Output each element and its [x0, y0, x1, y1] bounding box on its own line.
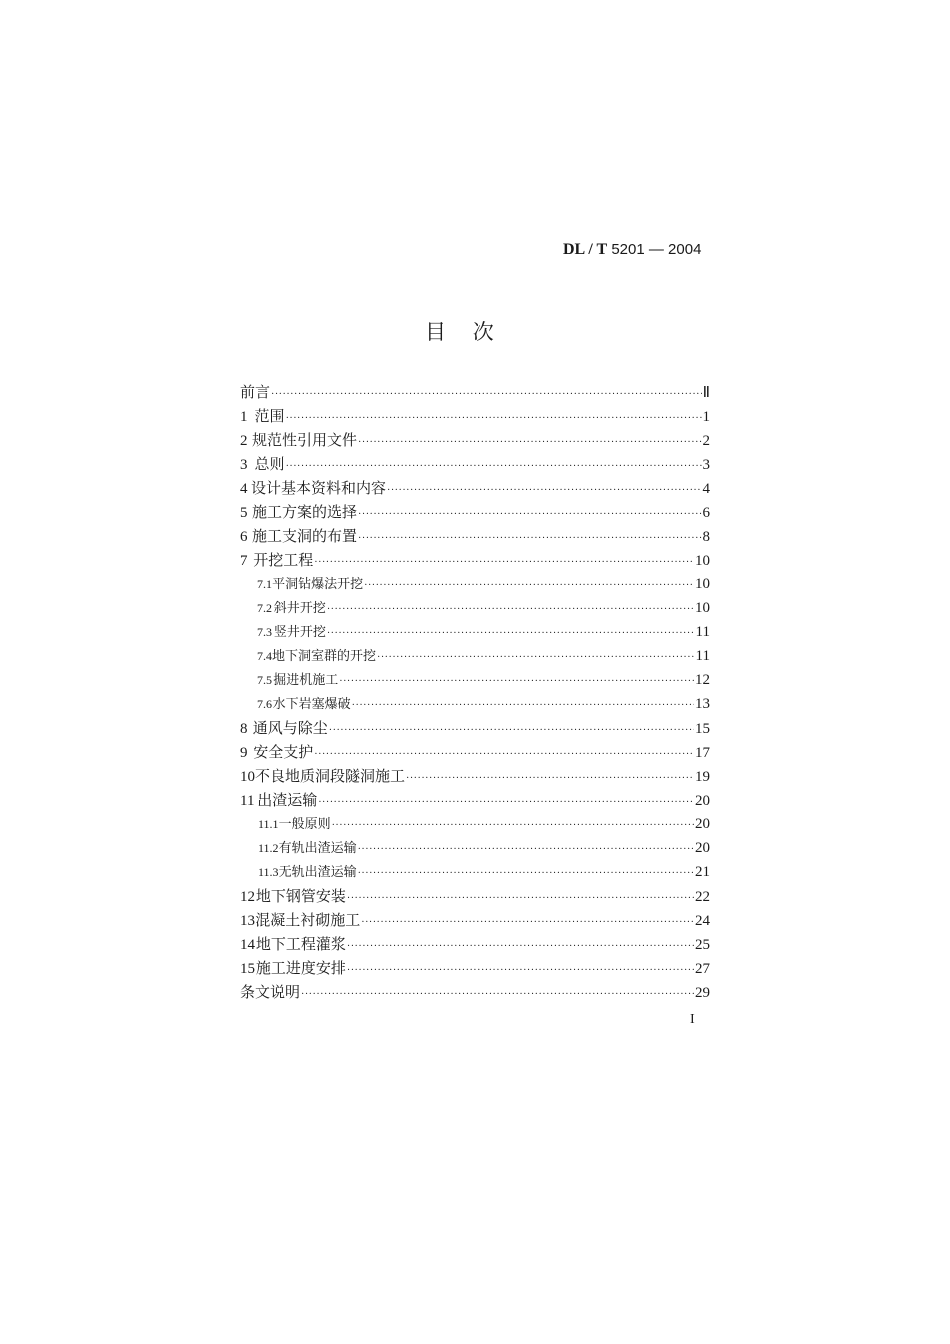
toc-entry-number: 4: [240, 481, 248, 497]
toc-entry-page: 12: [695, 672, 710, 688]
toc-entry-number: 7.3: [257, 625, 272, 639]
toc-entry-number: 2: [240, 433, 248, 449]
toc-entry-page: 10: [695, 553, 710, 569]
toc-entry[interactable]: [240, 908, 710, 932]
toc-entry-page: 19: [695, 769, 710, 785]
toc-entry[interactable]: [240, 980, 710, 1004]
toc-entry-label: 总则: [254, 455, 285, 473]
toc-entry-page: 29: [695, 985, 710, 1001]
toc-entry[interactable]: [240, 548, 710, 572]
toc-entry-label: 范围: [254, 407, 285, 425]
toc-entry-number: 13: [240, 913, 255, 929]
toc-entry-number: 11.1: [258, 817, 279, 831]
toc-entry-page: Ⅱ: [702, 385, 710, 401]
toc-entry[interactable]: [240, 452, 710, 476]
toc-entry-label: 水下岩塞爆破: [272, 697, 351, 712]
toc-entry-label: 竖井开挖: [273, 625, 326, 640]
toc-entry-page: 24: [695, 913, 710, 929]
toc-entry-page: 21: [695, 864, 710, 880]
toc-entry-number: 15: [240, 961, 255, 977]
toc-entry[interactable]: [240, 884, 710, 908]
toc-entry-page: 10: [695, 600, 710, 616]
toc-entry[interactable]: [240, 956, 710, 980]
toc-entry-label: 不良地质洞段隧洞施工: [255, 767, 406, 785]
toc-entry-label: 出渣运输: [257, 791, 318, 809]
dot-leader: [327, 598, 694, 622]
toc-entry[interactable]: [240, 500, 710, 524]
toc-entry-number: 6: [240, 529, 248, 545]
toc-entry[interactable]: [240, 404, 710, 428]
toc-entry-number: 7: [240, 553, 248, 569]
toc-entry-label: 地下洞室群的开挖: [272, 649, 377, 664]
toc-entry[interactable]: [240, 476, 710, 500]
dot-leader: [347, 935, 694, 959]
dot-leader: [364, 574, 694, 598]
toc-entry-page: 15: [695, 721, 710, 737]
toc-entry-number: 7.6: [257, 697, 272, 711]
toc-subentry[interactable]: [240, 644, 710, 668]
dot-leader: [327, 622, 695, 646]
dot-leader: [352, 694, 694, 718]
toc-entry-label: 无轨出渣运输: [278, 865, 357, 880]
toc-entry[interactable]: [240, 740, 710, 764]
dot-leader: [358, 431, 701, 455]
toc-entry-number: 3: [240, 457, 248, 473]
dot-leader: [271, 383, 702, 407]
toc-entry[interactable]: [240, 932, 710, 956]
toc-entry-page: 17: [695, 745, 710, 761]
toc-entry-label: 安全支护: [253, 743, 314, 761]
toc-entry-label: 一般原则: [278, 817, 331, 832]
toc-entry[interactable]: [240, 788, 710, 812]
page-number: I: [690, 1012, 695, 1027]
dot-leader: [358, 862, 694, 886]
toc-entry-page: 4: [702, 481, 710, 497]
toc-entry-number: 12: [240, 889, 255, 905]
dot-leader: [387, 479, 701, 503]
dot-leader: [358, 503, 701, 527]
toc-subentry[interactable]: [240, 596, 710, 620]
toc-entry-label: 混凝土衬砌施工: [255, 911, 361, 929]
dot-leader: [361, 911, 694, 935]
toc-entry-label: 规范性引用文件: [252, 431, 358, 449]
toc-entry-number: 8: [240, 721, 248, 737]
toc-entry-page: 2: [702, 433, 710, 449]
toc-entry-page: 20: [695, 840, 710, 856]
toc-entry-label: 施工方案的选择: [252, 503, 358, 521]
toc-entry-page: 20: [695, 816, 710, 832]
dot-leader: [332, 814, 694, 838]
toc-entry-number: 1: [240, 409, 248, 425]
toc-entry-label: 前言: [240, 383, 271, 401]
toc-entry-number: 11.3: [258, 865, 279, 879]
dot-leader: [314, 551, 694, 575]
dot-leader: [339, 670, 694, 694]
dot-leader: [358, 838, 694, 862]
page-title: 目 次: [425, 320, 494, 344]
toc-entry-page: 11: [695, 624, 710, 640]
dot-leader: [406, 767, 694, 791]
toc-entry-page: 13: [695, 696, 710, 712]
table-of-contents: [240, 380, 710, 1004]
toc-entry-label: 条文说明: [240, 983, 301, 1001]
toc-subentry[interactable]: [240, 692, 710, 716]
toc-entry-label: 通风与除尘: [252, 719, 328, 737]
toc-entry-page: 10: [695, 576, 710, 592]
toc-entry-number: 7.2: [257, 601, 272, 615]
toc-subentry[interactable]: [240, 572, 710, 596]
toc-entry-label: 平洞钻爆法开挖: [272, 577, 364, 592]
standard-code: DL / T: [563, 241, 608, 258]
toc-subentry[interactable]: [240, 668, 710, 692]
toc-subentry[interactable]: [240, 836, 710, 860]
standard-number: [563, 241, 713, 259]
dot-leader: [301, 983, 694, 1007]
toc-subentry[interactable]: [240, 860, 710, 884]
toc-entry-page: 6: [702, 505, 710, 521]
toc-entry-number: 14: [240, 937, 255, 953]
toc-entry-page: 8: [702, 529, 710, 545]
toc-entry-page: 22: [695, 889, 710, 905]
toc-entry-number: 7.1: [257, 577, 272, 591]
toc-entry-page: 20: [695, 793, 710, 809]
toc-entry-number: 11.2: [258, 841, 279, 855]
dot-leader: [318, 791, 694, 815]
toc-entry-label: 施工进度安排: [255, 959, 346, 977]
toc-entry-number: 5: [240, 505, 248, 521]
toc-entry[interactable]: [240, 428, 710, 452]
toc-subentry[interactable]: [240, 620, 710, 644]
toc-entry-page: 11: [695, 648, 710, 664]
toc-entry-page: 1: [702, 409, 710, 425]
dot-leader: [347, 959, 694, 983]
toc-entry-number: 11: [240, 793, 255, 809]
toc-entry-label: 开挖工程: [253, 551, 314, 569]
toc-entry-page: 25: [695, 937, 710, 953]
toc-entry[interactable]: [240, 764, 710, 788]
toc-entry-page: 27: [695, 961, 710, 977]
toc-subentry[interactable]: [240, 812, 710, 836]
toc-entry-label: 有轨出渣运输: [278, 841, 357, 856]
standard-year: 5201 — 2004: [611, 241, 702, 258]
toc-entry-number: 7.4: [257, 649, 272, 663]
dot-leader: [377, 646, 695, 670]
toc-entry-number: 10: [240, 769, 255, 785]
toc-entry-page: 3: [702, 457, 710, 473]
dot-leader: [358, 527, 701, 551]
toc-entry-label: 地下钢管安装: [255, 887, 346, 905]
toc-entry[interactable]: [240, 524, 710, 548]
toc-entry-label: 设计基本资料和内容: [251, 479, 387, 497]
dot-leader: [347, 887, 694, 911]
toc-entry-label: 施工支洞的布置: [252, 527, 358, 545]
toc-entry[interactable]: [240, 716, 710, 740]
toc-entry-number: 7.5: [257, 673, 272, 687]
toc-entry-label: 掘进机施工: [273, 673, 339, 688]
toc-entry-number: 9: [240, 745, 248, 761]
toc-entry[interactable]: [240, 380, 710, 404]
dot-leader: [329, 719, 694, 743]
toc-entry-label: 地下工程灌浆: [255, 935, 346, 953]
toc-entry-label: 斜井开挖: [273, 601, 326, 616]
